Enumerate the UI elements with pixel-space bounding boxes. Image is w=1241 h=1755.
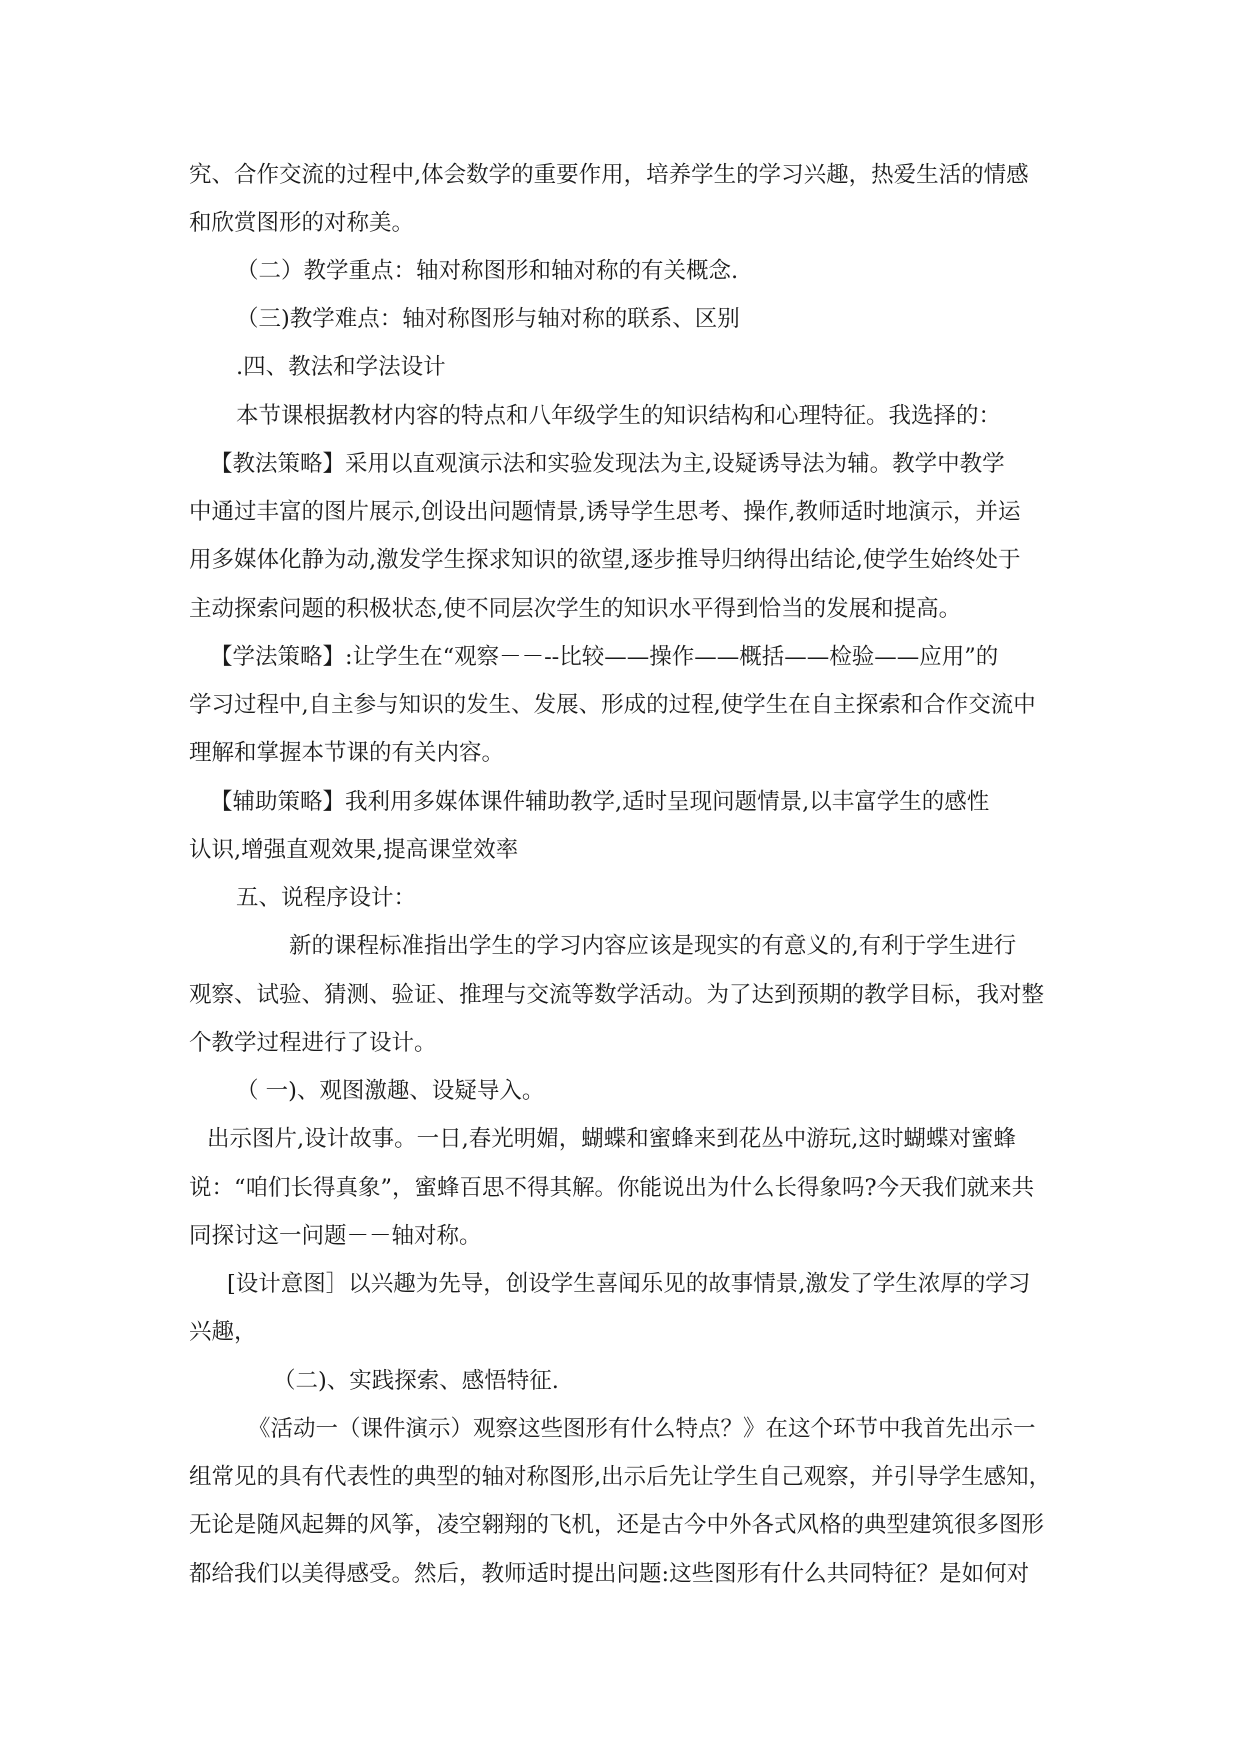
text-line: 都给我们以美得感受。然后，教师适时提出问题:这些图形有什么共同特征？是如何对 — [189, 1561, 1030, 1587]
text-line: 【学法策略】:让学生在“观察－－--比较——操作——概括——检验——应用”的 — [210, 644, 999, 670]
text-line: 兴趣， — [189, 1319, 257, 1345]
text-line: 组常见的具有代表性的典型的轴对称图形,出示后先让学生自己观察，并引导学生感知， — [189, 1464, 1052, 1490]
section-heading: （三)教学难点：轴对称图形与轴对称的联系、区别 — [236, 306, 740, 332]
text-line: 主动探索问题的积极状态,使不同层次学生的知识水平得到恰当的发展和提高。 — [189, 596, 962, 622]
text-line: 无论是随风起舞的风筝，凌空翱翔的飞机，还是古今中外各式风格的典型建筑很多图形 — [189, 1512, 1045, 1538]
text-line: 和欣赏图形的对称美。 — [189, 210, 415, 236]
text-line: 认识,增强直观效果,提高课堂效率 — [189, 837, 519, 863]
text-line: 《活动一（课件演示）观察这些图形有什么特点？》在这个环节中我首先出示一 — [248, 1416, 1036, 1442]
text-line: 【辅助策略】我利用多媒体课件辅助教学,适时呈现问题情景,以丰富学生的感性 — [210, 789, 990, 815]
text-line: 出示图片,设计故事。一日,春光明媚，蝴蝶和蜜蜂来到花丛中游玩,这时蝴蝶对蜜蜂 — [207, 1126, 1016, 1152]
text-line: 新的课程标准指出学生的学习内容应该是现实的有意义的,有利于学生进行 — [289, 933, 1017, 959]
section-heading: （二）教学重点：轴对称图形和轴对称的有关概念. — [236, 258, 739, 284]
text-line: 用多媒体化静为动,激发学生探求知识的欲望,逐步推导归纳得出结论,使学生始终处于 — [189, 547, 1021, 573]
section-heading: （二)、实践探索、感悟特征. — [273, 1368, 559, 1394]
text-line: 观察、试验、猜测、验证、推理与交流等数学活动。为了达到预期的教学目标，我对整 — [189, 982, 1045, 1008]
text-line: 究、合作交流的过程中,体会数学的重要作用，培养学生的学习兴趣，热爱生活的情感 — [189, 162, 1029, 188]
text-line: 【教法策略】采用以直观演示法和实验发现法为主,设疑诱导法为辅。教学中教学 — [210, 451, 1005, 477]
section-heading: 五、说程序设计： — [236, 885, 417, 911]
text-line: 同探讨这一问题－－轴对称。 — [189, 1223, 482, 1249]
text-line: 中通过丰富的图片展示,创设出问题情景,诱导学生思考、操作,教师适时地演示，并运 — [189, 499, 1021, 525]
text-line: 说：“咱们长得真象”，蜜蜂百思不得其解。你能说出为什么长得象吗?今天我们就来共 — [189, 1175, 1035, 1201]
section-heading: .四、教法和学法设计 — [236, 354, 446, 380]
text-line: 理解和掌握本节课的有关内容。 — [189, 740, 505, 766]
text-line: 本节课根据教材内容的特点和八年级学生的知识结构和心理特征。我选择的： — [236, 403, 1002, 429]
text-line: 个教学过程进行了设计。 — [189, 1030, 437, 1056]
text-line: 学习过程中,自主参与知识的发生、发展、形成的过程,使学生在自主探索和合作交流中 — [189, 692, 1036, 718]
section-heading: （ 一)、观图激趣、设疑导入。 — [236, 1078, 545, 1104]
text-line: [设计意图］以兴趣为先导，创设学生喜闻乐见的故事情景,激发了学生浓厚的学习 — [227, 1271, 1031, 1297]
